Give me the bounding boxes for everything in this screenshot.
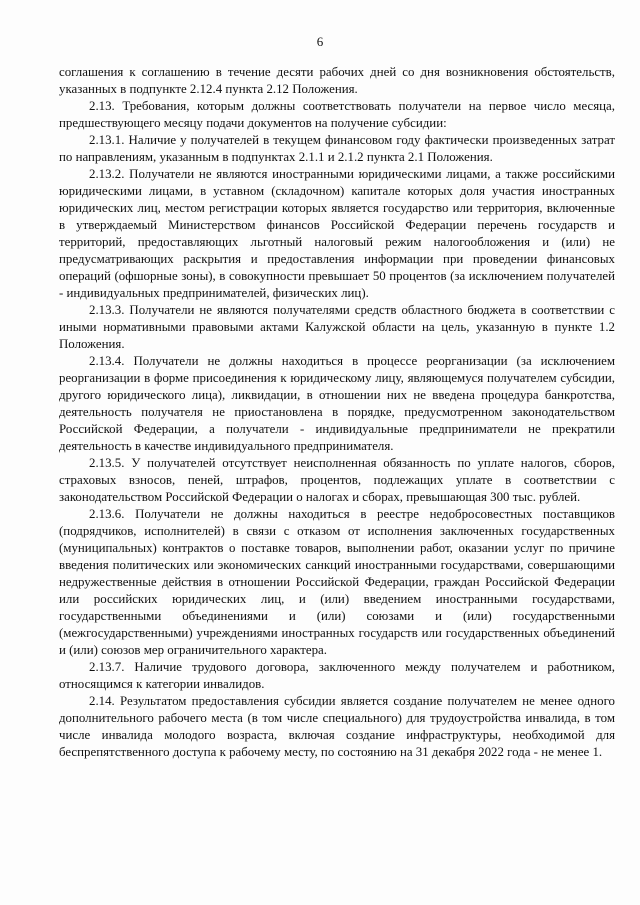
paragraph-2-13: 2.13. Требования, которым должны соответствовать получатели на первое число месяца, предшествующего месяцу подачи документов на получение субсидии: [59, 99, 615, 130]
paragraph-2-13-6: 2.13.6. Получатели не должны находиться в реестре недобросовестных поставщиков (подрядчиков, исполнителей) в связи с отказом от исполнения заключенных государственных (муниципальных) контрактов о поставке товаров, выполнении работ, оказании услуг по причине введения политических или экономических санкций иностранными государствами, совершающими недружественные действия в отношении Российской Федерации, граждан Российской Федерации или российских юридических лиц, и (или) введением иностранными государствами, государственными объединениями и (или) союзами и (или) государственными (межгосударственными) учреждениями иностранных государств или государственных объединений и (или) союзов мер ограничительного характера. [59, 507, 615, 657]
paragraph-2-13-2: 2.13.2. Получатели не являются иностранными юридическими лицами, а также российскими юридическими лицами, в уставном (складочном) капитале которых доля участия иностранных юридических лиц, местом регистрации которых является государство или территория, включенные в утверждаемый Министерством финансов Российской Федерации перечень государств и территорий, предоставляющих льготный налоговый режим налогообложения и (или) не предусматривающих раскрытия и предоставления информации при проведении финансовых операций (офшорные зоны), в совокупности превышает 50 процентов (за исключением получателей - индивидуальных предпринимателей, физических лиц). [59, 167, 615, 300]
paragraph-2-13-4: 2.13.4. Получатели не должны находиться в процессе реорганизации (за исключением реорганизации в форме присоединения к юридическому лицу, являющемуся получателем субсидии, другого юридического лица), ликвидации, в отношении них не введена процедура банкротства, деятельность получателя не приостановлена в порядке, предусмотренном законодательством Российской Федерации, а получатели - индивидуальные предприниматели не прекратили деятельность в качестве индивидуального предпринимателя. [59, 354, 615, 453]
paragraph-2-13-3: 2.13.3. Получатели не являются получателями средств областного бюджета в соответствии с иными нормативными правовыми актами Калужской области на цель, указанную в пункте 1.2 Положения. [59, 303, 615, 351]
paragraph-continuation: соглашения к соглашению в течение десяти рабочих дней со дня возникновения обстоятельств, указанных в подпункте 2.12.4 пункта 2.12 Положения. [59, 65, 615, 96]
paragraph-2-13-5: 2.13.5. У получателей отсутствует неисполненная обязанность по уплате налогов, сборов, страховых взносов, пеней, штрафов, процентов, подлежащих уплате в соответствии с законодательством Российской Федерации о налогах и сборах, превышающая 300 тыс. рублей. [59, 456, 615, 504]
document-body [59, 64, 615, 761]
paragraph-2-13-7: 2.13.7. Наличие трудового договора, заключенного между получателем и работником, относящимся к категории инвалидов. [59, 660, 615, 691]
paragraph-2-14: 2.14. Результатом предоставления субсидии является создание получателем не менее одного дополнительного рабочего места (в том числе специального) для трудоустройства инвалида, в том числе инвалида молодого возраста, включая создание инфраструктуры, необходимой для беспрепятственного доступа к рабочему месту, по состоянию на 31 декабря 2022 года - не менее 1. [59, 694, 615, 759]
paragraph-2-13-1: 2.13.1. Наличие у получателей в текущем финансовом году фактически произведенных затрат по направлениям, указанным в подпунктах 2.1.1 и 2.1.2 пункта 2.1 Положения. [59, 133, 615, 164]
page-number: 6 [316, 34, 324, 49]
